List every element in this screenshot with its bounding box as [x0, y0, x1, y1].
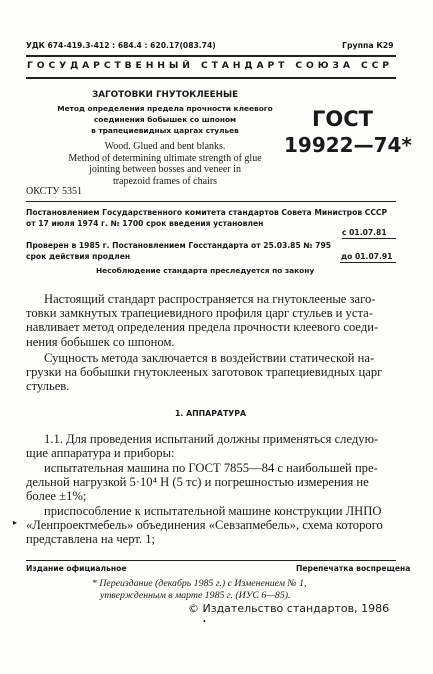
reprint-forbidden: Перепечатка воспрещена [296, 564, 411, 573]
section-heading: 1. АППАРАТУРА [175, 409, 247, 418]
intro-paragraph: Настоящий стандарт распространяется на гнутоклееные заго- товки замкнутых трапециевидного профиля царг стульев и уста- навливает метод определения предела прочности клеевого соеди- нения бобышек со шпоном. [26, 292, 379, 349]
validity-date-underline [340, 262, 396, 263]
decree-line-1: Постановлением Государственного комитета стандартов Совета Министров СССР [26, 208, 388, 217]
testing-machine-item: испытательная машина по ГОСТ 7855—84 с наибольшей пре- дельной нагрузкой 5·10⁴ Н (5 тс) и погрешностью измерения не более ±1%; [26, 461, 378, 504]
document-subtitle-ru: Метод определения предела прочности клеевого соединения бобышек со шпоном в трапециевидных царгах стульев [57, 104, 273, 135]
top-rule [26, 55, 396, 57]
document-title-ru: ЗАГОТОВКИ ГНУТОКЛЕЕНЫЕ [92, 90, 239, 100]
decree-line-3: Проверен в 1985 г. Постановлением Госстандарта от 25.03.85 № 795 [26, 241, 332, 250]
reissue-note-1: * Переиздание (декабрь 1985 г.) с Изменением № 1, [92, 578, 307, 589]
banner-rule [26, 77, 396, 79]
gost-label: ГОСТ [312, 107, 373, 131]
clause-1-1: 1.1. Для проведения испытаний должны применяться следую- щие аппаратура и приборы: [26, 432, 379, 461]
effective-date: с 01.07.81 [342, 228, 387, 237]
document-title-en: Wood. Glued and bent blanks. Method of determining ultimate strength of glue jointing between bosses and veneer in trapezoid frames of chairs [68, 141, 262, 187]
decree-line-4: срок действия продлен [26, 252, 131, 261]
fixture-item: приспособление к испытательной машине конструкции ЛНПО «Ленпроектмебель» объединения «Севзапмебель», схема которого представлена на черт. 1; [26, 504, 383, 547]
reissue-note-2: утвержденным в марте 1985 г. (ИУС 6—85). [100, 590, 291, 601]
essence-paragraph: Сущность метода заключается в воздействии статической на- грузки на бобышки гнутоклееных заготовок трапециевидных царг стульев. [26, 351, 383, 394]
official-edition: Издание официальное [26, 564, 127, 573]
legal-notice: Несоблюдение стандарта преследуется по закону [96, 266, 315, 275]
decree-line-2: от 17 июля 1974 г. № 1700 срок введения установлен [26, 219, 264, 228]
copyright: © Издательство стандартов, 1986 [188, 602, 390, 615]
state-standard-banner: ГОСУДАРСТВЕННЫЙ СТАНДАРТ СОЮЗА ССР [27, 60, 393, 71]
title-rule [26, 201, 396, 202]
udk-code: УДК 674-419.3-412 : 684.4 : 620.17(083.74) [26, 41, 216, 50]
okstu-code: ОКСТУ 5351 [26, 186, 83, 197]
effective-date-underline [342, 238, 396, 239]
margin-mark: ▸ [13, 518, 18, 527]
footer-dot: • [203, 617, 206, 626]
gost-number: 19922—74* [284, 133, 412, 157]
footer-rule [26, 560, 396, 561]
group-code: Группа К29 [342, 41, 394, 50]
validity-date: до 01.07.91 [341, 252, 393, 261]
